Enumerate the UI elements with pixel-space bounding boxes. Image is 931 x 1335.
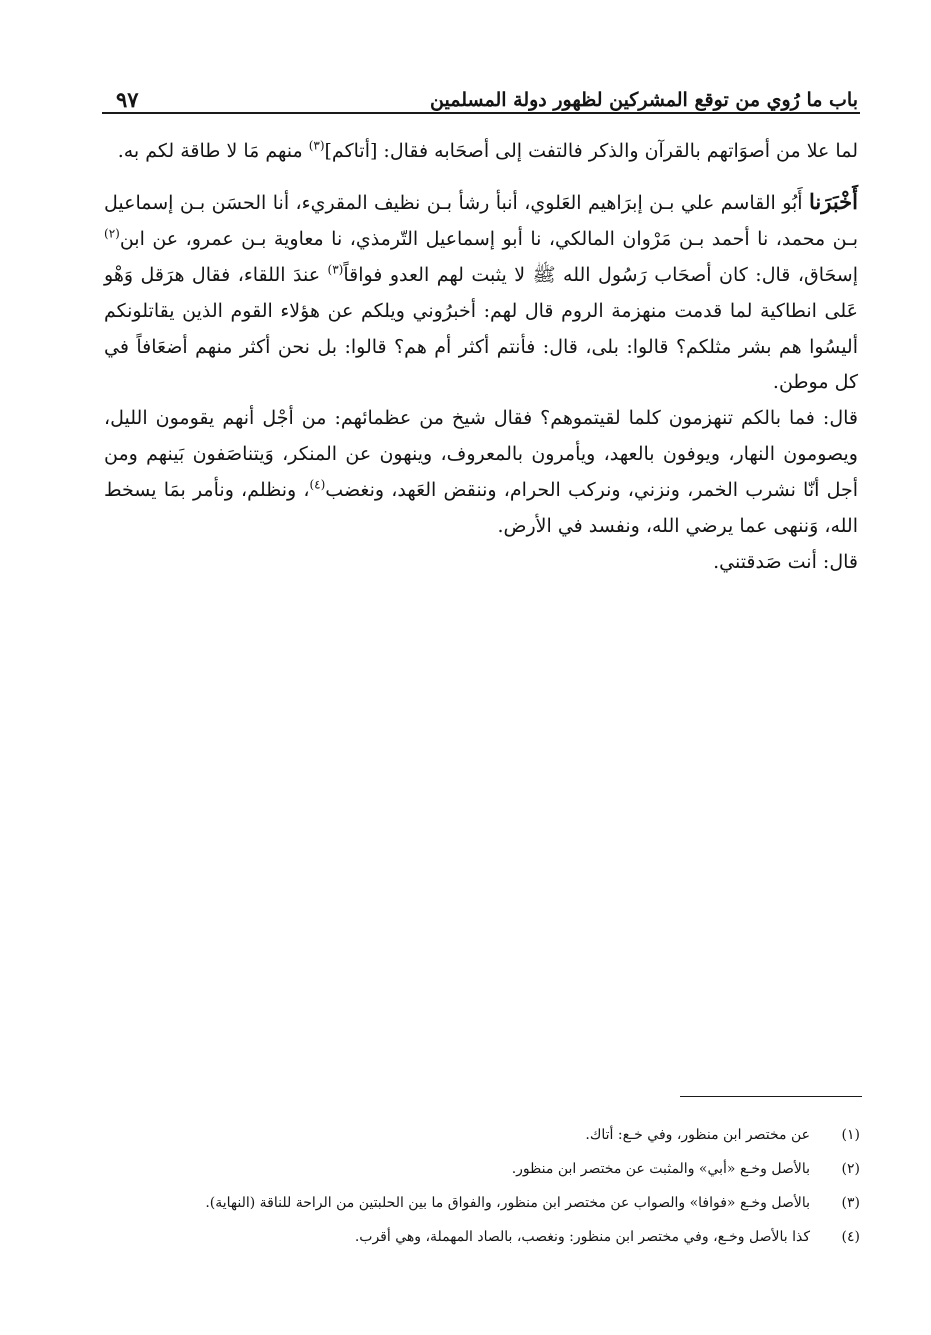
footnote-rule <box>680 1096 862 1097</box>
paragraph-1-text-a: لما علا من أصوَاتهم بالقرآن والذكر فالتفت إلى أصحَابه فقال: [أتاكم] <box>324 140 858 162</box>
footnotes <box>104 1118 860 1254</box>
footnote-number: (٢) <box>841 1161 860 1177</box>
footnote-number: (١) <box>841 1127 860 1143</box>
footnote-ref-2: (٢) <box>104 226 120 241</box>
paragraph-2-text-c: عندَ اللقاء، فقال هرَقل وَهْو عَلى انطاكية لما قدمت منهزمة الروم قال لهم: أخبرُوني ويلكم عن هؤلاء القوم الذين يقاتلونكم أليسُوا هم بشر مثلكم؟ قالوا: بلى، قال: فأنتم أكثر أم هم؟ قالوا: بل نحن أكثر منهم أضعَافاً في كل موطن. <box>104 263 858 394</box>
footnote-number: (٤) <box>841 1229 860 1245</box>
footnote-3 <box>104 1186 860 1220</box>
paragraph-2 <box>104 184 858 401</box>
footnote-ref-4: (٤) <box>309 477 326 492</box>
paragraph-3-text-b: ، ونظلم، ونأمر بمَا يسخط الله، وَننهى عما يرضي الله، ونفسد في الأرض. <box>104 479 858 538</box>
page-number: ٩٧ <box>116 87 139 112</box>
footnote-ref-3b: (٣) <box>327 262 344 277</box>
footnote-text: عن مختصر ابن منظور، وفي خـع: أتاك. <box>585 1127 810 1143</box>
paragraph-2-lead-word: أَخْبَرَنا <box>809 188 858 214</box>
paragraph-3-text-a: قال: فما بالكم تنهزمون كلما لقيتموهم؟ فقال شيخ من عظمائهم: من أجْل أنهم يقومون الليل، ويصومون النهار، ويوفون بالعهد، ويأمرون بالمعروف، وينهون عن المنكر، وَيتناصَفون بَينهم ومن أجل أنّا نشرب الخمر، ونزني، ونركب الحرام، وننقض العَهد، ونغضب <box>104 407 858 502</box>
page-header <box>104 78 858 110</box>
paragraph-1 <box>104 134 858 170</box>
paragraph-4: قال: أنت صَدقتني. <box>713 550 858 573</box>
paragraph-1-text-b: منهم مَا لا طاقة لكم به. <box>117 140 309 162</box>
footnote-text: بالأصل وخـع «أبي» والمثبت عن مختصر ابن منظور. <box>511 1161 810 1177</box>
paragraph-2-text-b: إسحَاق، قال: كان أصحَاب رَسُول الله ﷺ لا يثبت لهم العدو فواقاً <box>343 263 858 286</box>
header-rule <box>102 112 860 114</box>
footnote-number: (٣) <box>841 1195 860 1211</box>
running-title: باب ما رُوي من توقع المشركين لظهور دولة المسلمين <box>430 89 858 111</box>
footnote-1 <box>104 1118 860 1152</box>
footnote-ref-3a: (٣) <box>308 138 325 153</box>
footnote-4 <box>104 1220 860 1254</box>
paragraph-2-text-a: أَبُو القاسم علي بـن إبرَاهيم العَلوي، أنبأ رشأ بـن نظيف المقريء، أنا الحسَن بـن إسماعيل بـن محمد، نا أحمد بـن مَرْوان المالكي، نا أبو إسماعيل التّرمذي، نا معاوية بـن عمرو، عن ابن <box>104 191 858 250</box>
footnote-text: كذا بالأصل وخـع، وفي مختصر ابن منظور: ونغصب، بالصاد المهملة، وهي أقرب. <box>354 1229 810 1245</box>
footnote-2 <box>104 1152 860 1186</box>
footnote-text: بالأصل وخـع «فوافا» والصواب عن مختصر ابن منظور، والفواق ما بين الحلبتين من الراحة للناقة (النهاية). <box>205 1195 810 1211</box>
paragraph-3 <box>104 401 858 545</box>
main-text <box>104 134 858 581</box>
